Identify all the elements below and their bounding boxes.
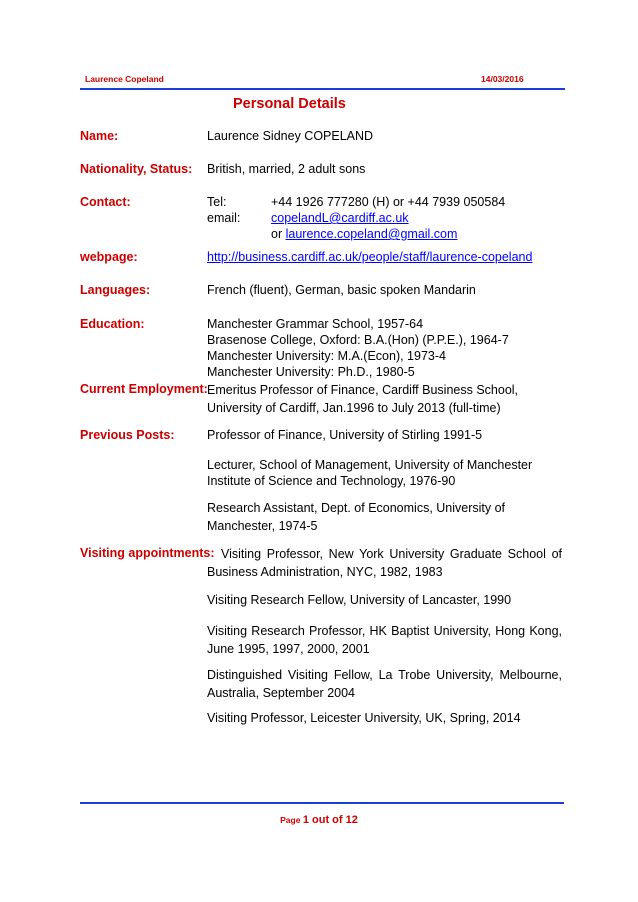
previous-post-line: Lecturer, School of Management, University of Manchester: [207, 458, 533, 472]
current-employment-value: [207, 381, 518, 417]
education-list: [207, 316, 509, 380]
visiting-entry: [221, 545, 562, 563]
visiting-label: Visiting appointments:: [80, 546, 215, 560]
header-author: Laurence Copeland: [85, 74, 164, 84]
languages-value: French (fluent), German, basic spoken Mandarin: [207, 283, 476, 297]
page-word: Page: [280, 815, 301, 825]
name-value: Laurence Sidney COPELAND: [207, 129, 374, 143]
previous-post-entry: [207, 499, 505, 535]
current-employment-line: Emeritus Professor of Finance, Cardiff Business School,: [207, 383, 519, 397]
education-label: Education:: [80, 317, 145, 331]
visiting-line: Distinguished Visiting Fellow, La Trobe University, Melbourne,: [207, 668, 562, 682]
header-date: 14/03/2016: [481, 74, 524, 84]
education-item: Brasenose College, Oxford: B.A.(Hon) (P.P.E.), 1964-7: [207, 333, 509, 347]
tel-label: Tel:: [207, 195, 227, 209]
email-or-text: or: [271, 227, 283, 241]
webpage-value: [207, 249, 532, 265]
current-employment-label: Current Employment:: [80, 382, 208, 396]
current-employment-line: University of Cardiff, Jan.1996 to July 2013 (full-time): [207, 401, 501, 415]
previous-post-entry: [207, 457, 532, 489]
languages-label: Languages:: [80, 283, 151, 297]
visiting-entry: Visiting Research Fellow, University of Lancaster, 1990: [207, 593, 512, 607]
visiting-line: June 1995, 1997, 2000, 2001: [207, 642, 370, 656]
visiting-entry: [207, 622, 562, 658]
visiting-line: Business Administration, NYC, 1982, 1983: [207, 565, 443, 579]
webpage-link[interactable]: http://business.cardiff.ac.uk/people/staff/laurence-copeland: [207, 250, 533, 264]
footer-divider: [80, 802, 564, 804]
previous-post-line: Research Assistant, Dept. of Economics, University of: [207, 501, 506, 515]
header-divider: [80, 88, 565, 90]
name-label: Name:: [80, 129, 119, 143]
visiting-line: Visiting Professor, New York University Graduate School of: [221, 547, 562, 561]
previous-post-line: Manchester, 1974-5: [207, 519, 318, 533]
email-label: email:: [207, 211, 241, 225]
nationality-value: British, married, 2 adult sons: [207, 162, 366, 176]
tel-value: +44 1926 777280 (H) or +44 7939 050584: [271, 195, 506, 209]
previous-post-line: Institute of Science and Technology, 1976-90: [207, 474, 456, 488]
email-primary-link[interactable]: copelandL@cardiff.ac.uk: [271, 211, 409, 225]
previous-post-entry: Professor of Finance, University of Stirling 1991-5: [207, 428, 483, 442]
webpage-label: webpage:: [80, 250, 138, 264]
previous-posts-label: Previous Posts:: [80, 428, 175, 442]
page-title: Personal Details: [233, 96, 346, 112]
contact-block: [207, 194, 567, 242]
education-item: Manchester University: M.A.(Econ), 1973-4: [207, 349, 446, 363]
visiting-line: Visiting Research Professor, HK Baptist University, Hong Kong,: [207, 624, 562, 638]
page-count: 1 out of 12: [302, 814, 358, 826]
email-secondary-link[interactable]: laurence.copeland@gmail.com: [285, 227, 458, 241]
education-item: Manchester Grammar School, 1957-64: [207, 317, 424, 331]
visiting-entry: Visiting Professor, Leicester University, UK, Spring, 2014: [207, 711, 521, 725]
visiting-entry: [207, 666, 562, 702]
contact-label: Contact:: [80, 195, 131, 209]
visiting-line: Australia, September 2004: [207, 686, 356, 700]
education-item: Manchester University: Ph.D., 1980-5: [207, 365, 415, 379]
nationality-label: Nationality, Status:: [80, 162, 193, 176]
page-number: [0, 814, 638, 826]
